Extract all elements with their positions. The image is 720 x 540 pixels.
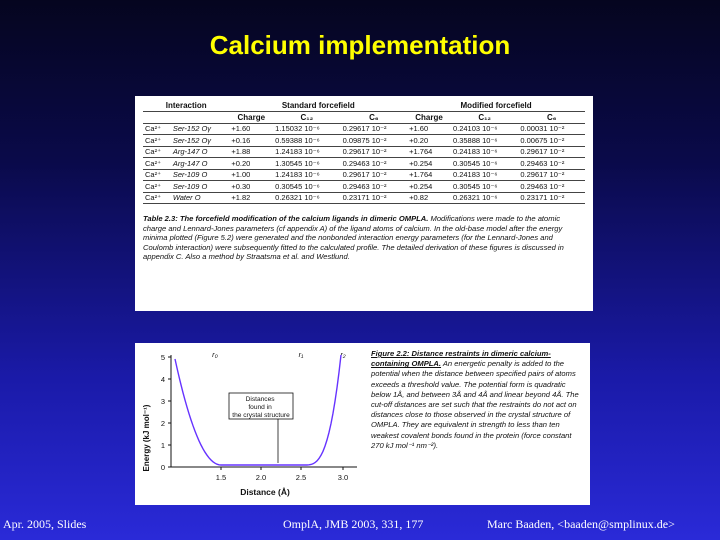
table-cell-m_c6: 0.29617 10⁻² [518,169,585,181]
restraint-figure-panel [135,343,590,505]
table-cell-atom: Arg-147 O [171,158,230,170]
table-cell-ion: Ca²⁺ [143,192,171,204]
table-cell-atom: Ser-152 Oγ [171,123,230,135]
table-cell-m_charge: +1.764 [407,146,451,158]
table-caption [143,214,585,262]
y-tick-label: 0 [160,463,165,472]
table-cell-atom: Ser-152 Oγ [171,135,230,147]
table-cell-ion: Ca²⁺ [143,123,171,135]
table-cell-atom: Water O [171,192,230,204]
table-subheader [143,112,585,124]
y-tick-label: 4 [160,375,165,384]
annotation-text: Distances found in the crystal structure [232,396,290,419]
table-cell-atom: Ser-109 O [171,169,230,181]
table-cell-m_c12: 0.26321 10⁻⁶ [451,192,518,204]
header-modified: Modified forcefield [407,100,585,112]
top-label: r₁ [298,350,304,359]
table-cell-s_c12: 0.59388 10⁻⁶ [273,135,340,147]
x-tick-label: 3.0 [337,473,349,482]
footer-author: Marc Baaden, <baaden@smplinux.de> [487,517,675,531]
header-standard: Standard forcefield [229,100,407,112]
slide-title: Calcium implementation [209,30,511,60]
subheader-c6-mod: C₆ [518,112,585,124]
table-cell-s_charge: +0.20 [229,158,273,170]
table-cell-m_c6: 0.00675 10⁻² [518,135,585,147]
table-row [143,135,585,147]
subheader-c6-std: C₆ [341,112,408,124]
subheader-blank-2 [171,112,230,124]
table-cell-s_c12: 0.30545 10⁻⁶ [273,181,340,193]
y-tick-label: 2 [160,419,165,428]
table-row [143,123,585,135]
table-cell-s_c6: 0.29617 10⁻² [341,146,408,158]
table-cell-m_c6: 0.29463 10⁻² [518,158,585,170]
table-cell-m_c6: 0.29463 10⁻² [518,181,585,193]
table-cell-m_charge: +1.60 [407,123,451,135]
table-cell-s_charge: +1.82 [229,192,273,204]
y-tick-label: 5 [160,353,165,362]
table-group-header [143,100,585,112]
table-cell-m_c6: 0.23171 10⁻² [518,192,585,204]
table-cell-m_c12: 0.30545 10⁻⁶ [451,158,518,170]
table-cell-ion: Ca²⁺ [143,158,171,170]
table-row [143,181,585,193]
table-cell-ion: Ca²⁺ [143,146,171,158]
table-cell-s_charge: +0.30 [229,181,273,193]
figure-caption [371,349,583,451]
table-cell-m_charge: +0.82 [407,192,451,204]
x-ticks [216,467,348,482]
table-cell-s_c12: 1.24183 10⁻⁶ [273,169,340,181]
subheader-charge-mod: Charge [407,112,451,124]
table-cell-s_charge: +0.16 [229,135,273,147]
x-axis-label: Distance (Å) [240,487,290,497]
table-body [143,123,585,204]
y-ticks [161,353,171,472]
table-row [143,158,585,170]
top-label: r₀ [212,350,218,359]
table-cell-s_c6: 0.29617 10⁻² [341,123,408,135]
table-cell-m_c6: 0.29617 10⁻² [518,146,585,158]
table-cell-s_c12: 1.24183 10⁻⁶ [273,146,340,158]
forcefield-table [143,100,585,204]
table-cell-ion: Ca²⁺ [143,181,171,193]
table-cell-s_charge: +1.00 [229,169,273,181]
table-row [143,169,585,181]
figure-caption-lead: Figure 2.2: Distance restraints in dimeric calcium-containing OMPLA. [371,349,551,369]
subheader-charge-std: Charge [229,112,273,124]
table-caption-body: Modifications were made to the atomic charge and Lennard-Jones parameters (cf appendix A) of the ligand atoms of calcium. In the old-base model after the energy minima plotted (Figure 5.2) were generated and the nonbonded interaction energy parameters (for the Lennard-Jones and Coulomb interaction) were subsequently fitted to the calculated profile. The detailed derivation of these figures is discussed in appendix C. Also a method by Straatsma et al. and Westlund. [143,214,564,262]
table-cell-atom: Arg-147 O [171,146,230,158]
table-cell-ion: Ca²⁺ [143,169,171,181]
table-cell-m_c12: 0.24183 10⁻⁶ [451,146,518,158]
table-cell-s_charge: +1.60 [229,123,273,135]
top-label: r₂ [340,350,346,359]
y-axis-label: Energy (kJ mol⁻¹) [142,404,151,472]
table-cell-m_charge: +1.764 [407,169,451,181]
table-cell-s_c6: 0.23171 10⁻² [341,192,408,204]
table-row [143,192,585,204]
header-interaction: Interaction [143,100,229,112]
restraint-plot [135,343,371,505]
subheader-c12-mod: C₁₂ [451,112,518,124]
table-cell-s_c6: 0.29463 10⁻² [341,158,408,170]
forcefield-table-panel [135,96,593,311]
x-tick-label: 1.5 [215,473,227,482]
table-cell-m_charge: +0.254 [407,158,451,170]
subheader-c12-std: C₁₂ [273,112,340,124]
table-cell-m_c6: 0.00031 10⁻² [518,123,585,135]
table-cell-s_c12: 1.30545 10⁻⁶ [273,158,340,170]
table-cell-s_c12: 1.15032 10⁻⁶ [273,123,340,135]
figure-caption-body: An energetic penalty is added to the potential when the distance between specified pairs of atoms exceeds a threshold value. The potential form is quadratic below 1Å, and between 3Å and 4Å and linear beyond 4Å. The cut-off distances are set such that the restraints do not act on distances close to those observed in the crystal structure of OMPLA. They are equivalent in strength to less than ten weakest covalent bonds found in the protein (force constant 270 kJ mol⁻¹ nm⁻²). [371,359,579,450]
table-row [143,146,585,158]
table-cell-m_c12: 0.24103 10⁻⁶ [451,123,518,135]
y-tick-label: 1 [160,441,165,450]
table-cell-m_c12: 0.35888 10⁻⁶ [451,135,518,147]
table-cell-m_charge: +0.254 [407,181,451,193]
table-cell-m_charge: +0.20 [407,135,451,147]
table-cell-s_c12: 0.26321 10⁻⁶ [273,192,340,204]
table-cell-m_c12: 0.30545 10⁻⁶ [451,181,518,193]
subheader-blank-1 [143,112,171,124]
table-cell-ion: Ca²⁺ [143,135,171,147]
x-tick-label: 2.5 [295,473,307,482]
x-tick-label: 2.0 [255,473,267,482]
table-cell-s_c6: 0.29617 10⁻² [341,169,408,181]
top-labels [212,350,346,359]
table-cell-s_c6: 0.29463 10⁻² [341,181,408,193]
footer-reference: OmplA, JMB 2003, 331, 177 [283,517,424,531]
footer-date: Apr. 2005, Slides [3,517,87,531]
table-caption-lead: Table 2.3: The forcefield modification of the calcium ligands in dimeric OMPLA. [143,214,429,223]
table-cell-m_c12: 0.24183 10⁻⁶ [451,169,518,181]
table-cell-s_charge: +1.88 [229,146,273,158]
table-cell-atom: Ser-109 O [171,181,230,193]
y-tick-label: 3 [160,397,165,406]
table-cell-s_c6: 0.09875 10⁻² [341,135,408,147]
